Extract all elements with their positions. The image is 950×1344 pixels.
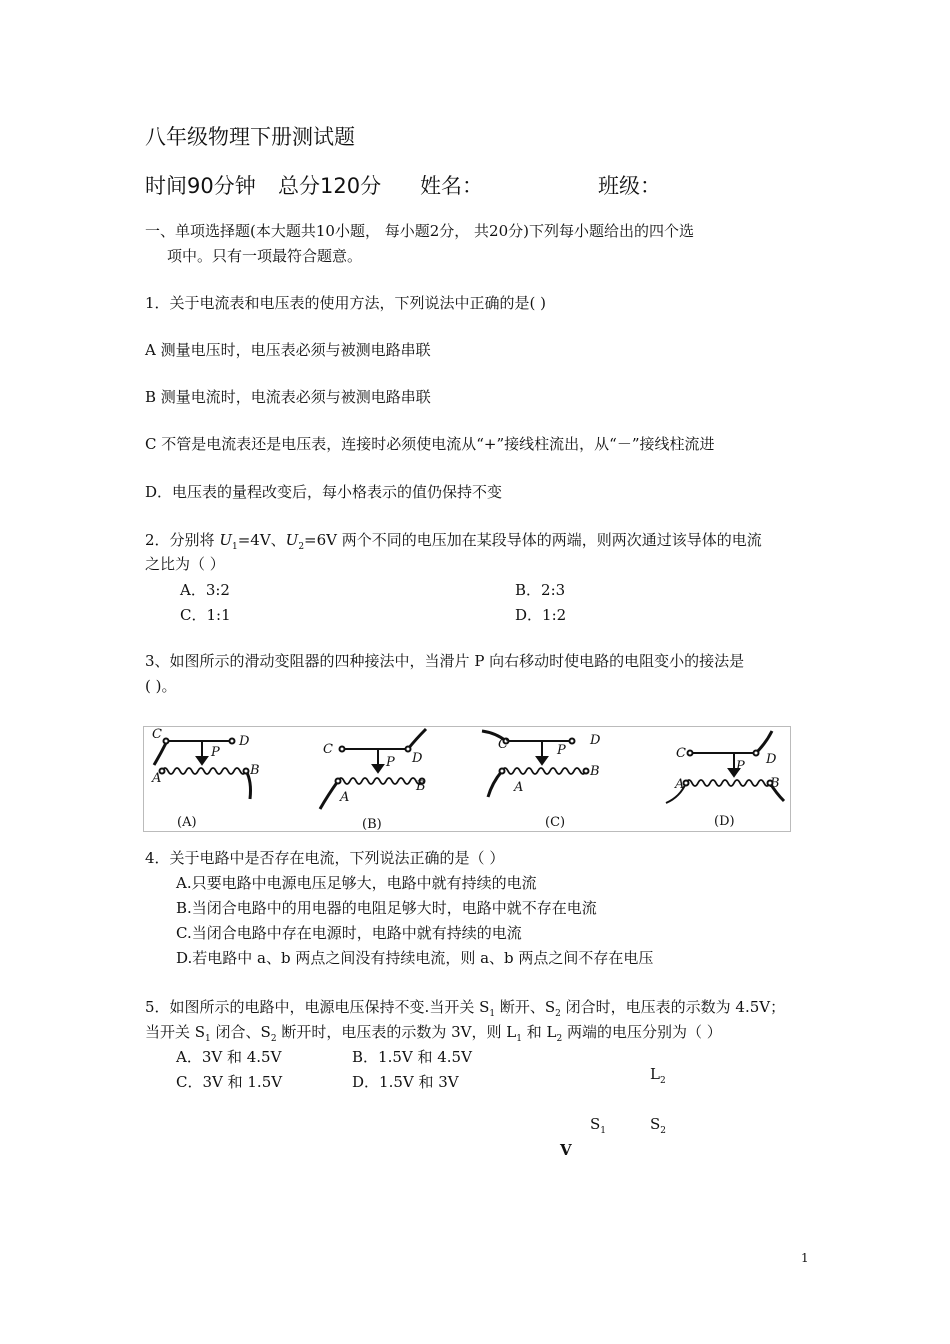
label-b: B — [416, 779, 426, 794]
q4-option-d: D.若电路中 a、b 两点之间没有持续电流，则 a、b 两点之间不存在电压 — [176, 949, 654, 967]
q5-text: 闭合时，电压表的示数为 4.5V； — [560, 998, 786, 1016]
q4-stem: 4．关于电路中是否存在电流，下列说法正确的是（ ） — [145, 849, 505, 867]
label-c: C — [152, 727, 162, 742]
caption-b: (B) — [362, 817, 382, 832]
q5-sub: 1 — [516, 1034, 522, 1044]
label-d: D — [239, 734, 250, 749]
label-d: D — [412, 751, 423, 766]
label-a: A — [675, 777, 685, 792]
q5-stem — [145, 996, 785, 1019]
q1-option-a: A 测量电压时，电压表必须与被测电路串联 — [145, 341, 431, 359]
circuit-label-voltmeter: V — [560, 1141, 572, 1159]
rheostat-figure — [143, 726, 791, 832]
q2-stem-post: =6V 两个不同的电压加在某段导体的两端，则两次通过该导体的电流 — [304, 531, 762, 549]
class-label: 班级： — [598, 174, 661, 198]
circuit-s-sub: 2 — [660, 1126, 667, 1136]
q1-stem: 1．关于电流表和电压表的使用方法，下列说法中正确的是( ) — [145, 294, 547, 312]
label-a: A — [152, 771, 162, 786]
q5-text: 当开关 S — [145, 1023, 206, 1041]
q5-sub: 1 — [489, 1009, 496, 1019]
exam-score: 总分120分 — [278, 174, 382, 198]
circuit-l-sub: 2 — [659, 1076, 666, 1086]
exam-time: 时间90分钟 — [145, 174, 256, 198]
q5-option-a: A．3V 和 4.5V — [176, 1048, 282, 1066]
label-p: P — [736, 759, 745, 774]
q4-option-c: C.当闭合电路中存在电源时，电路中就有持续的电流 — [176, 924, 522, 942]
q3-stem-cont: ( )。 — [145, 677, 177, 695]
section-heading-cont: 项中。只有一项最符合题意。 — [167, 247, 363, 265]
student-name-label: 姓名： — [420, 174, 483, 198]
circuit-label-s1 — [590, 1115, 606, 1136]
label-a: A — [340, 790, 350, 805]
q5-sub: 1 — [205, 1034, 211, 1044]
circuit-s: S — [590, 1115, 601, 1133]
caption-d: (D) — [714, 814, 735, 829]
label-d: D — [590, 733, 601, 748]
q2-option-a: A．3:2 — [180, 581, 230, 599]
page-title: 八年级物理下册测试题 — [145, 125, 355, 149]
q2-stem-cont: 之比为（ ） — [145, 555, 225, 573]
label-p: P — [386, 755, 395, 770]
label-c: C — [676, 746, 686, 761]
label-c: C — [498, 737, 508, 752]
q5-sub: 2 — [555, 1009, 561, 1019]
label-b: B — [770, 776, 780, 791]
q2-u2: U — [285, 531, 299, 549]
q5-text: 5．如图所示的电路中，电源电压保持不变.当开关 S — [145, 998, 490, 1016]
q2-stem — [145, 529, 762, 552]
q1-option-d: D．电压表的量程改变后，每小格表示的值仍保持不变 — [145, 483, 503, 501]
q5-text: 两端的电压分别为（ ） — [562, 1023, 722, 1041]
label-c: C — [323, 742, 333, 757]
q5-text: 闭合、S — [210, 1023, 271, 1041]
q2-option-c: C．1:1 — [180, 606, 231, 624]
label-d: D — [766, 752, 777, 767]
q2-option-b: B．2:3 — [515, 581, 566, 599]
q1-option-c: C 不管是电流表还是电压表，连接时必须使电流从“+”接线柱流出，从“－”接线柱流进 — [145, 435, 715, 453]
q5-sub: 2 — [270, 1034, 277, 1044]
q2-u1-sub: 1 — [231, 542, 238, 552]
q4-option-b: B.当闭合电路中的用电器的电阻足够大时，电路中就不存在电流 — [176, 899, 597, 917]
page-number: 1 — [801, 1251, 809, 1265]
circuit-s: S — [650, 1115, 661, 1133]
q2-stem-pre: 2．分别将 — [145, 531, 220, 549]
circuit-label-l2 — [650, 1065, 666, 1086]
q5-text: 断开、S — [495, 998, 556, 1016]
q5-option-b: B．1.5V 和 4.5V — [352, 1048, 472, 1066]
label-p: P — [557, 743, 566, 758]
label-a: A — [514, 780, 524, 795]
label-b: B — [250, 763, 260, 778]
circuit-label-s2 — [650, 1115, 666, 1136]
caption-c: (C) — [545, 815, 566, 830]
q2-u1: U — [219, 531, 232, 549]
q3-stem: 3、如图所示的滑动变阻器的四种接法中，当滑片 P 向右移动时使电路的电阻变小的接法是 — [145, 652, 745, 670]
q2-option-d: D．1:2 — [515, 606, 567, 624]
circuit-s-sub: 1 — [600, 1126, 607, 1136]
q5-stem-cont — [145, 1021, 722, 1044]
q5-option-c: C．3V 和 1.5V — [176, 1073, 283, 1091]
label-p: P — [211, 745, 220, 760]
q5-option-d: D．1.5V 和 3V — [352, 1073, 459, 1091]
q2-stem-mid: =4V、 — [237, 531, 286, 549]
q5-text: 断开时，电压表的示数为 3V，则 L — [276, 1023, 517, 1041]
q5-sub: 2 — [556, 1034, 563, 1044]
caption-a: (A) — [177, 815, 197, 830]
label-b: B — [590, 764, 600, 779]
circuit-l: L — [650, 1065, 660, 1083]
q4-option-a: A.只要电路中电源电压足够大，电路中就有持续的电流 — [176, 874, 537, 892]
q2-u2-sub: 2 — [298, 542, 305, 552]
q1-option-b: B 测量电流时，电流表必须与被测电路串联 — [145, 388, 431, 406]
q5-text: 和 L — [521, 1023, 557, 1041]
section-heading: 一、单项选择题(本大题共10小题， 每小题2分， 共20分)下列每小题给出的四个选 — [145, 222, 694, 240]
